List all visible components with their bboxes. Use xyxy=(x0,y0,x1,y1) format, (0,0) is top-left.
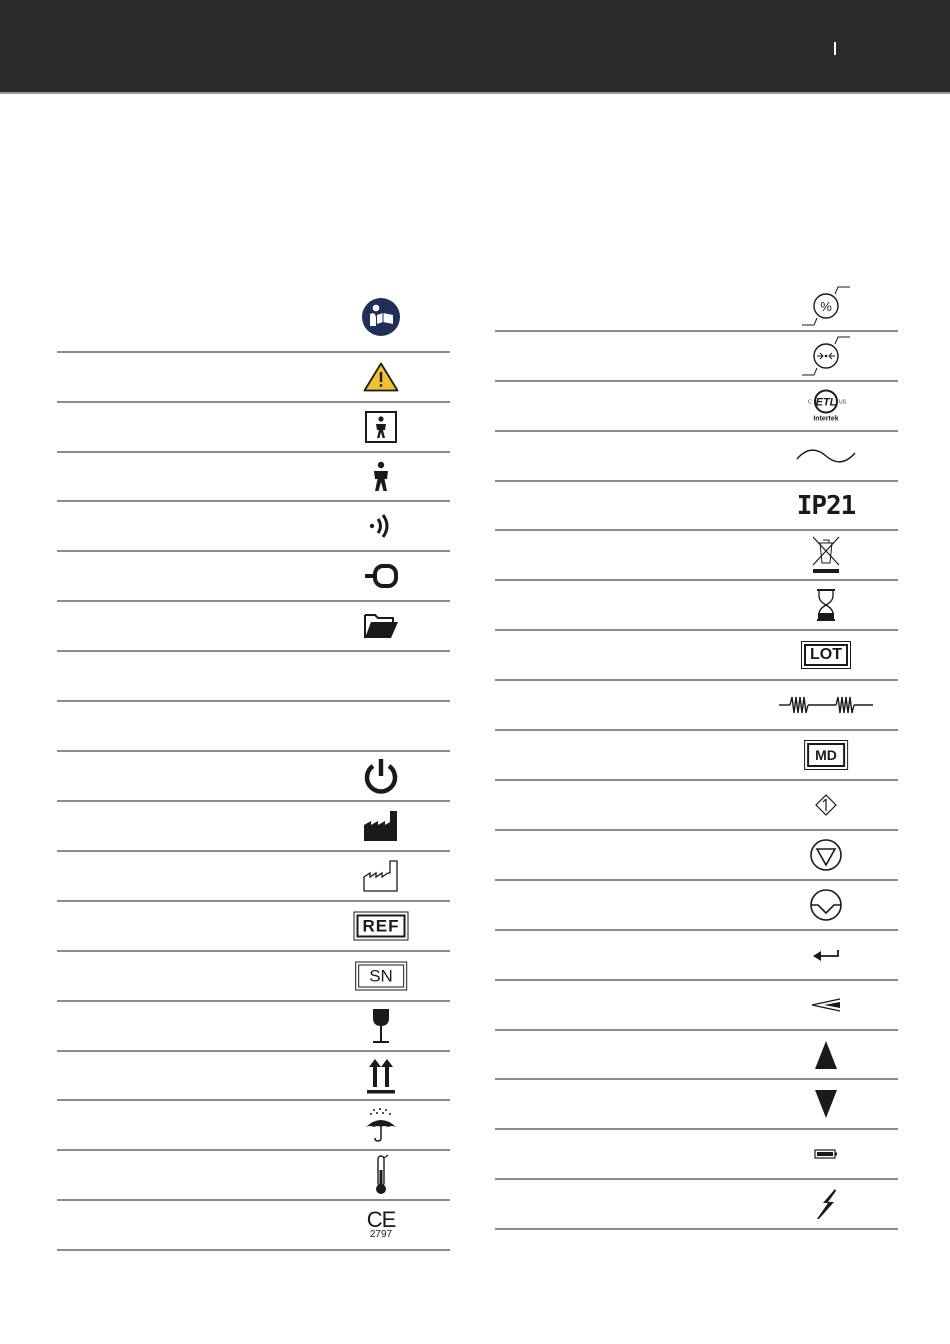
humidity-limit-icon xyxy=(801,285,851,327)
symbols-column-left xyxy=(57,282,450,1251)
use-by-date-icon xyxy=(815,587,837,623)
type-bf-applied-part-icon xyxy=(365,411,397,443)
header-separator xyxy=(834,42,836,55)
symbol-row xyxy=(495,282,898,332)
operating-instructions-icon xyxy=(361,297,401,337)
symbol-row xyxy=(495,931,898,981)
symbol-row xyxy=(57,902,450,952)
circle-valve-icon xyxy=(809,888,843,922)
symbol-row-empty xyxy=(57,702,450,752)
md-label: MD xyxy=(807,743,845,767)
pressure-limit-icon xyxy=(801,335,851,377)
date-of-manufacture-icon xyxy=(363,860,399,892)
symbol-row xyxy=(495,581,898,631)
symbol-row xyxy=(57,1151,450,1201)
symbols-column-right xyxy=(495,282,898,1230)
symbol-row xyxy=(57,453,450,502)
symbol-row xyxy=(57,1002,450,1052)
symbol-row xyxy=(495,382,898,432)
svg-text:US: US xyxy=(839,399,846,406)
lightning-icon xyxy=(814,1188,838,1220)
humidity-percent-label: % xyxy=(820,299,832,314)
ref-label: REF xyxy=(357,915,406,938)
enter-arrow-icon xyxy=(812,948,840,962)
ip-rating-label: IP21 xyxy=(796,490,856,521)
weee-disposal-icon xyxy=(810,535,842,575)
medical-device-icon xyxy=(807,743,845,767)
alternating-current-icon xyxy=(795,445,857,467)
keep-dry-icon xyxy=(364,1107,398,1143)
symbol-row xyxy=(57,282,450,353)
ce-mark-icon xyxy=(366,1207,396,1240)
battery-icon xyxy=(814,1149,838,1159)
symbol-row xyxy=(57,602,450,652)
symbol-row xyxy=(57,403,450,453)
back-arrow-icon xyxy=(810,997,842,1013)
symbol-row xyxy=(57,752,450,802)
symbol-row xyxy=(57,353,450,403)
symbol-row xyxy=(57,1052,450,1101)
symbol-row xyxy=(57,552,450,602)
manufacturer-icon xyxy=(363,810,399,842)
notified-body-number: 2797 xyxy=(369,1229,393,1240)
power-icon xyxy=(362,757,400,795)
svg-text:C: C xyxy=(808,399,812,406)
symbol-row xyxy=(495,531,898,581)
serial-number-icon xyxy=(358,965,404,988)
wireless-signal-icon xyxy=(366,511,396,541)
symbol-row xyxy=(495,781,898,831)
ip-rating-icon xyxy=(797,491,856,521)
type-b-applied-part-icon xyxy=(369,461,393,493)
batch-code-icon xyxy=(804,644,848,666)
etl-label: ETL xyxy=(815,396,837,409)
diamond-arrow-icon xyxy=(814,793,838,817)
ce-mark-label: CE xyxy=(366,1207,396,1232)
symbol-row xyxy=(495,1180,898,1230)
symbol-row xyxy=(495,881,898,931)
circle-triangle-icon xyxy=(809,838,843,872)
this-way-up-icon xyxy=(366,1058,396,1094)
fragile-icon xyxy=(370,1008,392,1044)
down-triangle-icon xyxy=(814,1089,838,1119)
symbol-row xyxy=(495,981,898,1031)
symbol-row xyxy=(495,681,898,731)
symbol-row xyxy=(495,332,898,382)
lot-label: LOT xyxy=(804,644,848,666)
symbol-row xyxy=(57,1101,450,1151)
symbol-row-empty xyxy=(57,652,450,702)
etl-listed-mark-icon xyxy=(805,390,847,423)
symbol-row xyxy=(495,731,898,781)
up-triangle-icon xyxy=(814,1040,838,1070)
symbol-row xyxy=(495,631,898,681)
catalogue-number-icon xyxy=(357,915,406,938)
open-folder-icon xyxy=(363,612,399,640)
symbol-row xyxy=(57,852,450,902)
symbol-row xyxy=(57,802,450,852)
intertek-label: Intertek xyxy=(813,415,839,423)
symbol-row xyxy=(495,482,898,531)
symbol-row xyxy=(57,952,450,1002)
symbol-row xyxy=(495,432,898,482)
warning-triangle-icon xyxy=(363,362,399,392)
symbol-row xyxy=(495,831,898,881)
symbol-row xyxy=(495,1130,898,1180)
symbol-row xyxy=(495,1031,898,1080)
sn-label: SN xyxy=(358,965,404,988)
symbol-row xyxy=(495,1080,898,1130)
header-bar xyxy=(0,0,950,94)
symbol-row xyxy=(57,1201,450,1251)
symbol-row xyxy=(57,502,450,552)
coil-heater-icon xyxy=(778,693,874,717)
sensor-connector-icon xyxy=(364,563,398,589)
temperature-limit-icon xyxy=(370,1154,392,1196)
